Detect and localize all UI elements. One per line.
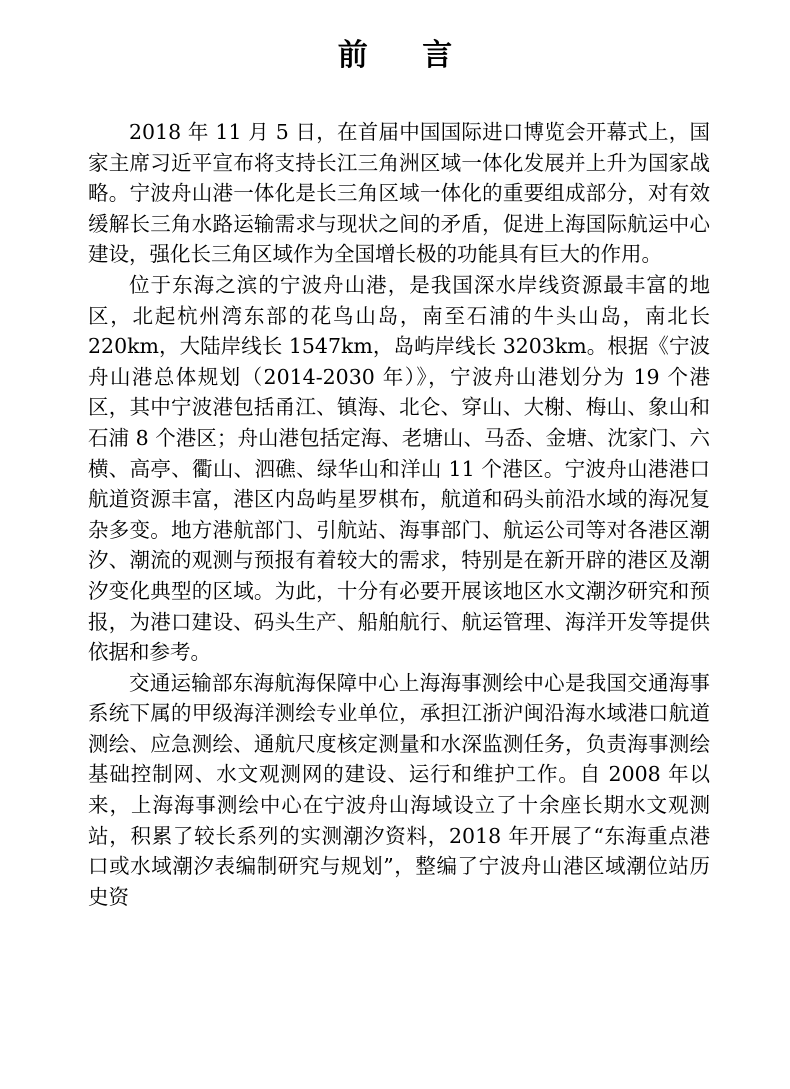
document-body	[88, 117, 710, 912]
page-title: 前 言	[337, 38, 475, 73]
paragraph-3: 交通运输部东海航海保障中心上海海事测绘中心是我国交通海事系统下属的甲级海洋测绘专业单位，承担江浙沪闽沿海水域港口航道测绘、应急测绘、通航尺度核定测量和水深监测任务，负责海事测绘基础控制网、水文观测网的建设、运行和维护工作。自 2008 年以来，上海海事测绘中心在宁波舟山海域设立了十余座长期水文观测站，积累了较长系列的实测潮汐资料，2018 年开展了“东海重点港口或水域潮汐表编制研究与规划”，整编了宁波舟山港区域潮位站历史资	[88, 670, 710, 909]
paragraph-1: 2018 年 11 月 5 日，在首届中国国际进口博览会开幕式上，国家主席习近平宣布将支持长江三角洲区域一体化发展并上升为国家战略。宁波舟山港一体化是长三角区域一体化的重要组成部分，对有效缓解长三角水路运输需求与现状之间的矛盾，促进上海国际航运中心建设，强化长三角区域作为全国增长极的功能具有巨大的作用。	[88, 120, 710, 267]
paragraph-2: 位于东海之滨的宁波舟山港，是我国深水岸线资源最丰富的地区，北起杭州湾东部的花鸟山岛，南至石浦的牛头山岛，南北长 220km，大陆岸线长 1547km，岛屿岸线长 3203km。根据《宁波舟山港总体规划（2014-2030 年）》，宁波舟山港划分为 19 个港区，其中宁波港包括甬江、镇海、北仑、穿山、大榭、梅山、象山和石浦 8 个港区；舟山港包括定海、老塘山、马岙、金塘、沈家门、六横、高亭、衢山、泗礁、绿华山和洋山 11 个港区。宁波舟山港港口航道资源丰富，港区内岛屿星罗棋布，航道和码头前沿水域的海况复杂多变。地方港航部门、引航站、海事部门、航运公司等对各港区潮汐、潮流的观测与预报有着较大的需求，特别是在新开辟的港区及潮汐变化典型的区域。为此，十分有必要开展该地区水文潮汐研究和预报，为港口建设、码头生产、船舶航行、航运管理、海洋开发等提供依据和参考。	[88, 272, 710, 665]
